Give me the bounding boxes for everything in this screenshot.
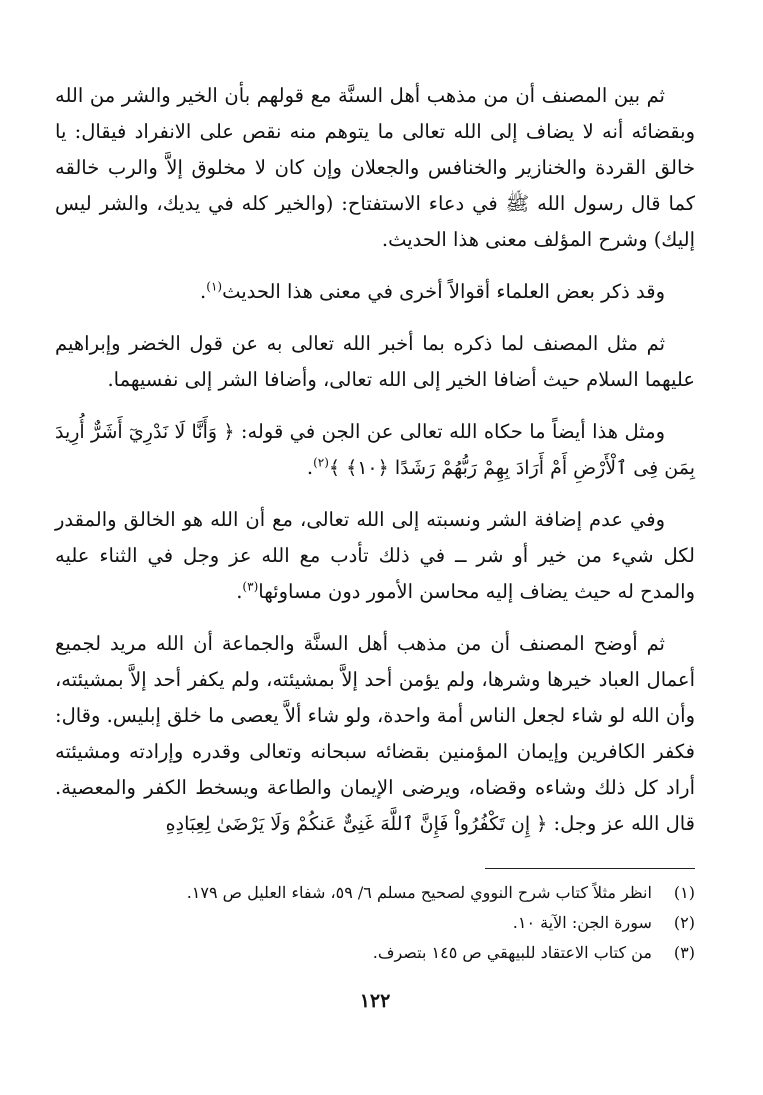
paragraph-4-text: ومثل هذا أيضاً ما حكاه الله تعالى عن الجن في قوله:	[240, 420, 665, 443]
paragraph-1-text: ثم بين المصنف أن من مذهب أهل السنَّة مع قولهم بأن الخير والشر من الله وبقضائه أنه لا يضاف إلى الله تعالى ما يتوهم منه نقص على الانفراد فيقال: يا خالق القردة والخنازير والخنافس والجعلان وإن كان لا مخلوق إلاَّ والرب خالقه كما قال رسول الله ﷺ في دعاء الاستفتاح: (والخير كله في يديك، والشر ليس إليك) وشرح المؤلف معنى هذا الحديث.	[55, 84, 695, 251]
footnote-2-number: (٢)	[673, 913, 695, 932]
paragraph-4-end: .	[306, 456, 314, 479]
paragraph-2	[55, 274, 695, 310]
paragraph-6-text: ثم أوضح المصنف أن من مذهب أهل السنَّة والجماعة أن الله مريد لجميع أعمال العباد خيرها وشرها، ولم يؤمن أحد إلاَّ بمشيئته، ولم يكفر أحد إلاَّ بمشيئته، وأن الله لو شاء لجعل الناس أمة واحدة، ولو شاء ألاَّ يعصى ما خلق إبليس. وقال: فكفر الكافرين وإيمان المؤمنين بقضائه سبحانه وتعالى وقدره وإرادته ومشيئته أراد كل ذلك وشاءه وقضاه، ويرضى الإيمان والطاعة ويسخط الكفر والمعصية. قال الله عز وجل:	[55, 632, 695, 835]
quran-verse-1: ﴿ وَأَنَّا لَا نَدْرِيٓ أَشَرٌّ أُرِيدَ بِمَن فِى ٱلْأَرْضِ أَمْ أَرَادَ بِهِمْ رَبُّهُمْ رَشَدًا ﴿١٠﴾ ﴾	[55, 421, 695, 479]
quran-verse-2: ﴿ إِن تَكْفُرُواْ فَإِنَّ ٱللَّهَ غَنِىٌّ عَنكُمْ وَلَا يَرْضَىٰ لِعِبَادِهِ	[165, 813, 548, 835]
footnote-ref-2: (٢)	[313, 455, 329, 470]
paragraph-6	[55, 626, 695, 842]
paragraph-5	[55, 502, 695, 610]
footnote-ref-3: (٣)	[242, 579, 259, 594]
footnote-1-text: انظر مثلاً كتاب شرح النووي لصحيح مسلم ٦/ ٥٩، شفاء العليل ص ١٧٩.	[186, 883, 652, 902]
document-page	[55, 78, 695, 1058]
paragraph-3-text: ثم مثل المصنف لما ذكره بما أخبر الله تعالى به عن قول الخضر وإبراهيم عليهما السلام حيث أضافا الخير إلى الله تعالى، وأضافا الشر إلى نفسيهما.	[55, 332, 695, 391]
footnote-ref-1: (١)	[206, 279, 223, 294]
paragraph-1	[55, 78, 695, 258]
paragraph-3	[55, 326, 695, 398]
paragraph-5-end: .	[236, 580, 243, 603]
footnote-2-text: سورة الجن: الآية ١٠.	[512, 913, 652, 932]
footnote-3-number: (٣)	[673, 943, 695, 962]
paragraph-2-end: .	[200, 280, 207, 303]
paragraph-4	[55, 414, 695, 486]
footnote-separator	[485, 868, 695, 869]
page-number: ١٢٢	[359, 990, 391, 1012]
footnote-3	[55, 938, 695, 968]
footnotes	[55, 878, 695, 968]
footnote-1-number: (١)	[673, 883, 695, 902]
paragraph-2-text: وقد ذكر بعض العلماء أقوالاً أخرى في معنى هذا الحديث	[222, 280, 665, 303]
footnote-2	[55, 908, 695, 938]
footnote-3-text: من كتاب الاعتقاد للبيهقي ص ١٤٥ بتصرف.	[372, 943, 652, 962]
footnote-1	[55, 878, 695, 908]
paragraph-5-text: وفي عدم إضافة الشر ونسبته إلى الله تعالى، مع أن الله هو الخالق والمقدر لكل شيء من خير أو شر ــ في ذلك تأدب مع الله عز وجل في الثناء عليه والمدح له حيث يضاف إليه محاسن الأمور دون مساوئها	[55, 508, 695, 603]
